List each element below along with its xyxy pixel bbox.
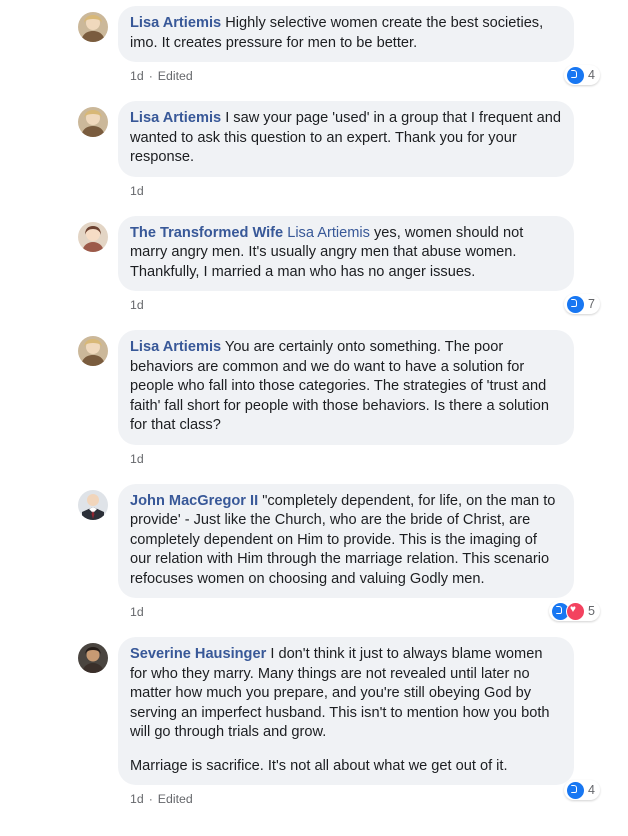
comment-body <box>118 330 614 468</box>
comment-meta <box>118 296 614 314</box>
comment-text: I don't think it just to always blame women for who they marry. Many things are not revealed until later no matter how much you prepare, and you're still obeying God by serving an imperfect husband. This isn't to mention how you both will go through trials and grow. <box>130 646 550 740</box>
comment-bubble <box>118 330 574 445</box>
comment-timestamp[interactable]: 1d <box>130 183 144 198</box>
man-suit-avatar[interactable] <box>78 490 108 520</box>
meta-separator: · <box>148 69 153 83</box>
comment-bubble <box>118 6 574 62</box>
comment-text: yes, women should not marry angry men. It's usually angry men that abuse women. Thankfully, I married a man who has no anger issues. <box>130 224 524 280</box>
like-icon <box>566 781 585 800</box>
comment-item <box>0 6 628 85</box>
comment-meta <box>118 603 614 621</box>
comment-body <box>118 101 614 200</box>
comment-bubble <box>118 484 574 599</box>
comment-timestamp[interactable]: 1d <box>130 69 144 83</box>
comment-bubble <box>118 216 574 292</box>
comment-text-2: Marriage is sacrifice. It's not all about what we get out of it. <box>130 757 508 774</box>
comment-text: You are certainly onto something. The poor behaviors are common and we do want to have a solution for people who fall into those categories. The strategies of 'trust and faith' fall short for people with those behaviors. Is there a solution for that class? <box>130 339 549 433</box>
comment-author[interactable]: John MacGregor II <box>130 492 259 509</box>
woman-blonde-avatar[interactable] <box>78 336 108 366</box>
comment-author[interactable]: Lisa Artiemis <box>130 110 222 126</box>
reaction-badge[interactable] <box>549 601 600 621</box>
woman-blonde-avatar[interactable] <box>78 12 108 42</box>
reaction-badge[interactable] <box>564 294 600 314</box>
comment-timestamp[interactable]: 1d <box>130 451 144 466</box>
love-icon <box>566 602 585 621</box>
comment-timestamp[interactable]: 1d <box>130 605 144 619</box>
reaction-count: 7 <box>588 297 595 311</box>
reaction-badge[interactable] <box>564 65 600 85</box>
comment-bubble <box>118 101 574 177</box>
comment-text: I saw your page 'used' in a group that I frequent and wanted to ask this question to an expert. Thank you for your response. <box>130 110 561 165</box>
comment-meta <box>118 67 614 85</box>
comment-meta <box>118 182 614 200</box>
like-icon <box>566 66 585 85</box>
comment-body <box>118 484 614 622</box>
comment-body <box>118 637 614 808</box>
comment-author[interactable]: Lisa Artiemis <box>130 15 222 31</box>
reaction-count: 4 <box>588 68 595 82</box>
comment-edited-label: Edited <box>157 69 193 83</box>
comment-body <box>118 6 614 85</box>
reaction-count: 4 <box>588 783 595 797</box>
comment-edited-label: Edited <box>157 792 193 806</box>
comment-timestamp[interactable]: 1d <box>130 298 144 312</box>
woman-brown-avatar[interactable] <box>78 222 108 252</box>
woman-blonde-avatar[interactable] <box>78 107 108 137</box>
comment-mention[interactable]: Lisa Artiemis <box>287 224 370 241</box>
comment-author[interactable]: Lisa Artiemis <box>130 339 222 355</box>
comment-timestamp[interactable]: 1d <box>130 792 144 806</box>
comment-meta <box>118 450 614 468</box>
comment-body <box>118 216 614 315</box>
comment-item <box>0 101 628 200</box>
reaction-count: 5 <box>588 604 595 618</box>
comment-text: "completely dependent, for life, on the man to provide' - Just like the Church, who are the bride of Christ, are completely dependent on Him to provide. This is the imaging of our relation with Him through the marriage relation. This scenario refocuses women on choosing and valuing Godly men. <box>130 492 556 587</box>
comment-author[interactable]: Severine Hausinger <box>130 646 267 662</box>
comment-text: Highly selective women create the best societies, imo. It creates pressure for men to be better. <box>130 15 544 51</box>
meta-separator: · <box>148 792 153 806</box>
like-icon <box>566 295 585 314</box>
comment-item <box>0 484 628 622</box>
comment-author[interactable]: The Transformed Wife <box>130 224 284 241</box>
woman-dark-avatar[interactable] <box>78 643 108 673</box>
comment-item <box>0 637 628 808</box>
comment-item <box>0 330 628 468</box>
comment-meta <box>118 790 614 808</box>
comment-bubble <box>118 637 574 785</box>
reaction-badge[interactable] <box>564 780 600 800</box>
comment-item <box>0 216 628 315</box>
